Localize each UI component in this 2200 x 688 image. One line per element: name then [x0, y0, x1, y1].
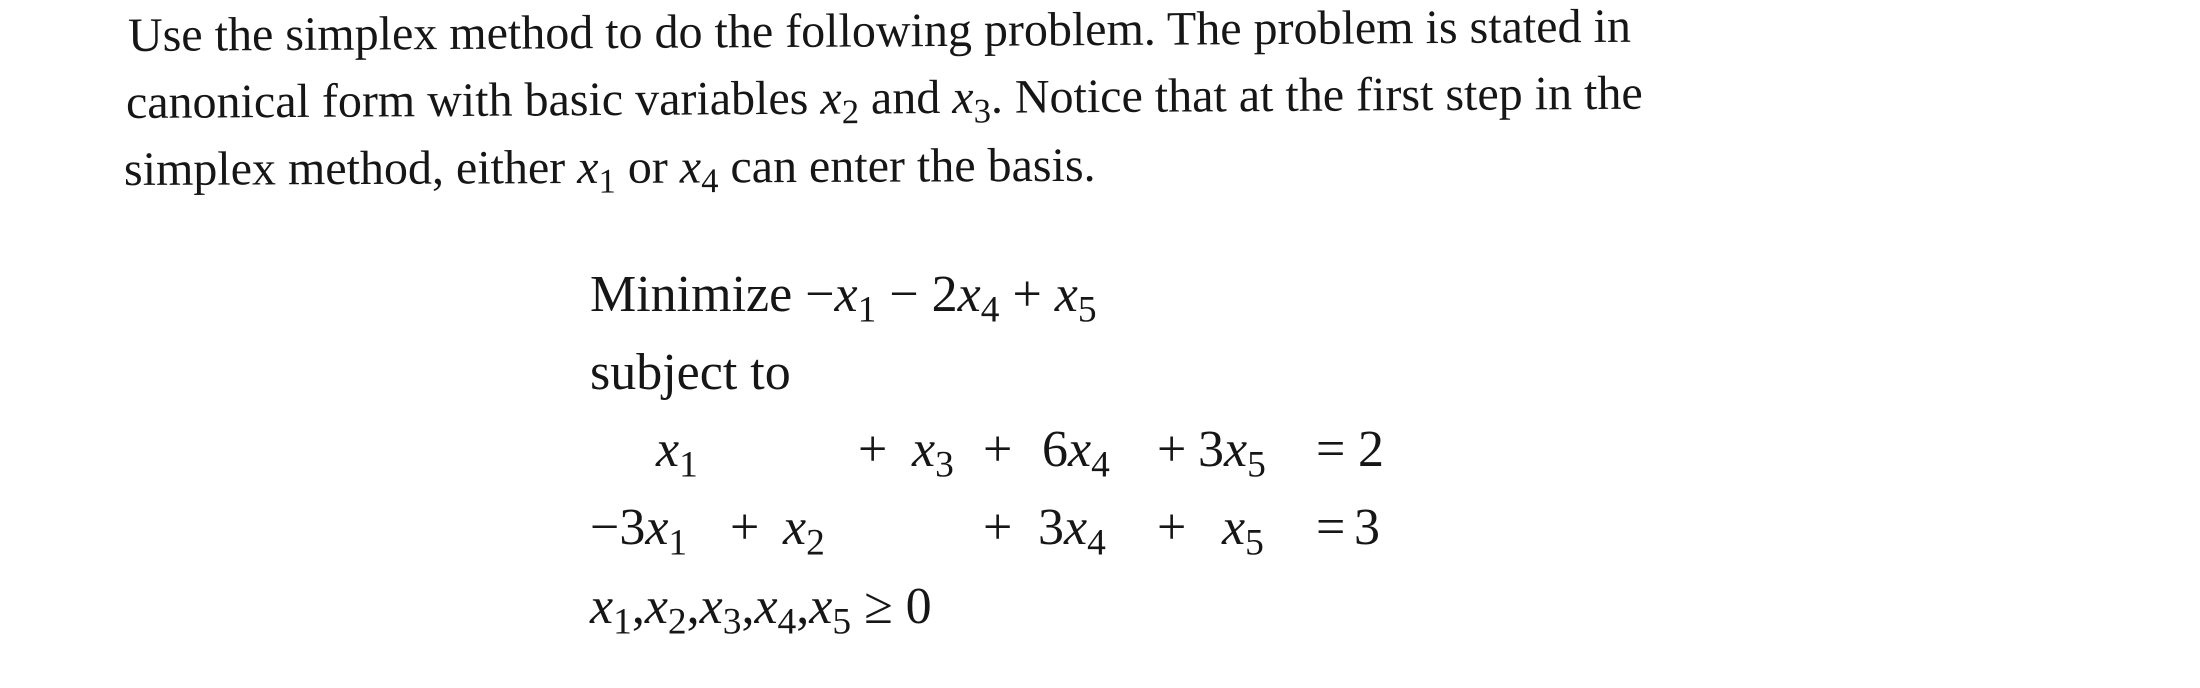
minus-sign: −: [805, 266, 835, 323]
minus-sign: −: [590, 499, 620, 556]
variable-x4: x: [754, 578, 778, 635]
subscript: 1: [679, 444, 698, 486]
subscript: 3: [722, 601, 742, 643]
variable-x1: x: [656, 421, 680, 478]
subscript: 3: [935, 444, 954, 486]
subscript: 1: [598, 162, 616, 201]
statement-line-3: [124, 138, 1096, 204]
coefficient: 3: [619, 499, 646, 556]
subscript: 2: [667, 601, 687, 643]
comma: ,: [686, 578, 700, 635]
term-x5: [1222, 498, 1264, 564]
statement-text: and: [858, 70, 953, 125]
statement-text: or: [615, 140, 680, 194]
variable-x4: x: [679, 140, 702, 194]
geq-sign: ≥: [864, 578, 893, 635]
plus-sign: +: [1157, 421, 1187, 478]
variable-x2: x: [644, 578, 668, 635]
constraint-row-2: [590, 498, 1590, 568]
subscript: 5: [1077, 289, 1097, 331]
comma: ,: [631, 578, 645, 635]
variable-x1: x: [645, 499, 669, 556]
variable-x3: x: [952, 70, 974, 124]
equals-sign: =: [1316, 499, 1346, 556]
rhs-value: 3: [1354, 499, 1380, 556]
variable-x2: x: [820, 71, 842, 125]
subscript: 2: [841, 93, 860, 132]
subscript: 2: [806, 522, 825, 564]
coefficient: 6: [1042, 421, 1068, 478]
subscript: 5: [1247, 444, 1266, 486]
variable-x5: x: [1054, 266, 1078, 323]
variable-x1: x: [577, 140, 599, 195]
term-3x4: [1038, 498, 1106, 564]
variable-x4: x: [957, 266, 981, 323]
subscript: 4: [701, 162, 719, 201]
plus-sign: +: [858, 421, 888, 478]
subscript: 4: [980, 289, 1000, 331]
variable-x1: x: [590, 578, 614, 635]
coefficient: 3: [1198, 421, 1224, 478]
variable-x5: x: [1222, 499, 1246, 556]
nonnegativity-row: [590, 577, 1590, 647]
plus-sign: +: [983, 499, 1013, 556]
subscript: 5: [1245, 522, 1264, 564]
comma: ,: [741, 578, 755, 635]
subject-to-label: subject to: [590, 344, 791, 401]
statement-text: simplex method, either: [123, 141, 578, 196]
term-neg3x1: [590, 498, 687, 564]
variable-x3: x: [699, 578, 723, 635]
objective-row: [590, 265, 1590, 335]
variable-x3: x: [912, 421, 936, 478]
statement-text: can enter the basis.: [718, 138, 1096, 194]
statement-line-1: [128, 0, 1631, 63]
subscript: 4: [1091, 444, 1110, 486]
coefficient: 2: [931, 266, 958, 323]
subscript: 1: [857, 289, 877, 331]
minus-sign: −: [889, 266, 919, 323]
plus-sign: +: [1157, 499, 1187, 556]
zero-value: 0: [905, 578, 932, 635]
statement-line-2: [126, 66, 1643, 137]
equals-sign: =: [1316, 421, 1346, 478]
coefficient: 3: [1038, 499, 1064, 556]
variable-x4: x: [1068, 421, 1092, 478]
variable-x5: x: [1224, 421, 1248, 478]
statement-text: canonical form with basic variables: [125, 71, 821, 129]
objective-label: Minimize: [590, 266, 793, 323]
statement-text: Use the simplex method to do the following problem. The problem is stated in: [127, 0, 1632, 62]
term-x1: [656, 420, 698, 486]
term-x3: [912, 420, 954, 486]
term-6x4: [1042, 420, 1110, 486]
constraint-row-1: [590, 420, 1590, 490]
statement-text: . Notice that at the first step in the: [990, 66, 1643, 124]
variable-x4: x: [1064, 499, 1088, 556]
variable-x2: x: [783, 499, 807, 556]
plus-sign: +: [1012, 266, 1042, 323]
term-3x5: [1198, 420, 1266, 486]
variable-x1: x: [834, 266, 858, 323]
subscript: 1: [613, 601, 632, 643]
variable-x5: x: [809, 578, 833, 635]
subscript: 3: [973, 92, 992, 131]
rhs-value: 2: [1358, 421, 1384, 478]
subscript: 4: [1087, 522, 1106, 564]
term-x2: [783, 498, 825, 564]
subscript: 1: [668, 522, 688, 564]
subject-to-row: [590, 343, 1590, 413]
subscript: 4: [777, 601, 797, 643]
plus-sign: +: [983, 421, 1013, 478]
subscript: 5: [832, 601, 852, 643]
comma: ,: [796, 578, 810, 635]
plus-sign: +: [730, 499, 760, 556]
